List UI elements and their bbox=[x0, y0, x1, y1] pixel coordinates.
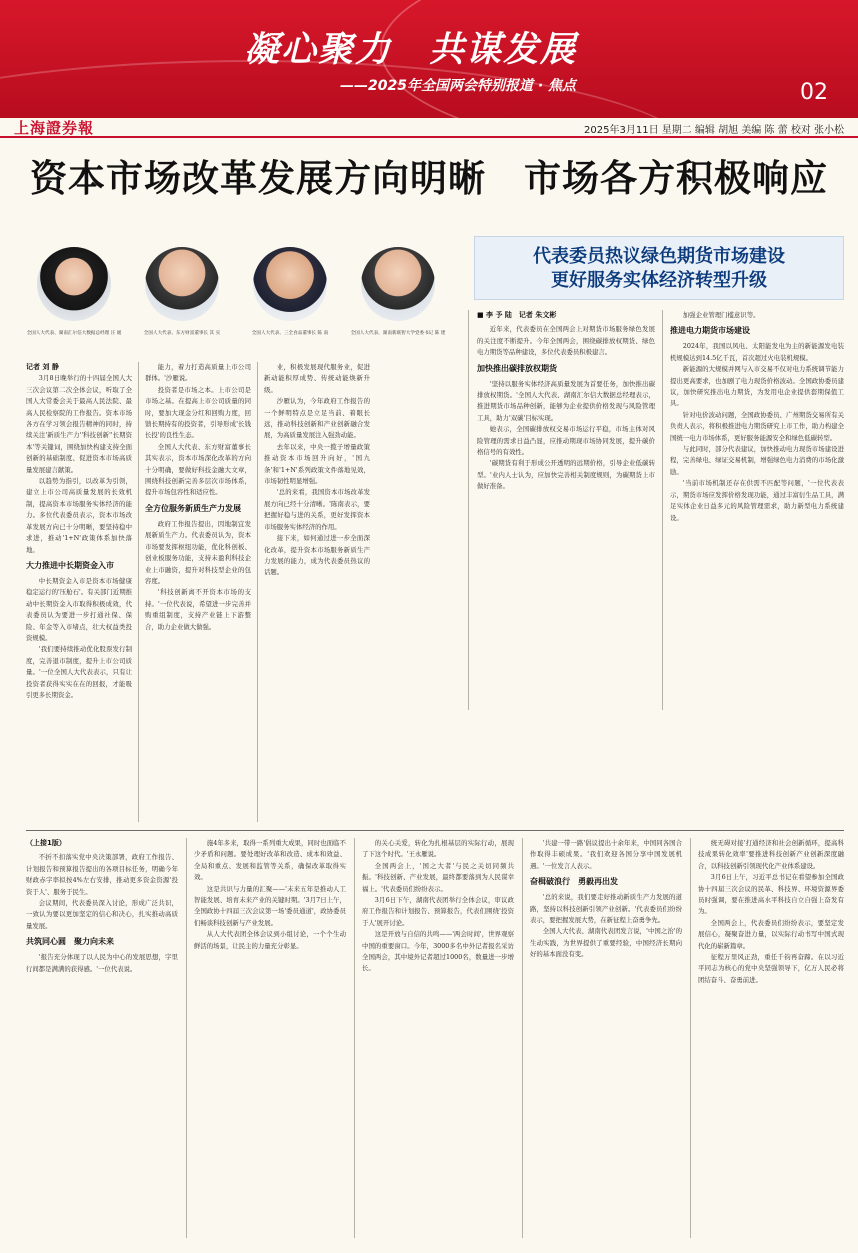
article-column bbox=[264, 362, 370, 822]
newspaper-logo: 上海證券報 bbox=[14, 119, 95, 137]
paragraph: 中长期资金入市是资本市场健康稳定运行的'压舱石'。有关部门近期推动中长期资金入市取得积极成效，代表委员认为要进一步打通社保、保险、年金等入市堵点，壮大权益类投资规模。 bbox=[26, 576, 132, 642]
banner-slogan: 凝心聚力 共谋发展 bbox=[244, 30, 578, 70]
paragraph: 这是开放与自信的共鸣——'两会时间'，世界观察中国的重要窗口。今年，3000多名中外记者报名采访全国两会，其中境外记者超过1000名，数量进一步增长。 bbox=[362, 930, 514, 973]
paragraph: 全国人大代表、东方财富董事长其实表示，资本市场深化改革的方向十分明确，要做好科技金融大文章，围绕科技创新完善多层次市场体系，提升市场包容性和适应性。 bbox=[145, 442, 251, 497]
article-column bbox=[26, 838, 178, 1238]
feature-title-line1: 代表委员热议绿色期货市场建设 bbox=[533, 246, 785, 267]
continued-marker: （上接1版） bbox=[26, 839, 66, 847]
paragraph: 3月6日上午，习近平总书记在看望参加全国政协十四届三次会议的民革、科技界、环境资源界委员时强调，要在推进高水平科技自立自强上奋发有为。 bbox=[698, 873, 844, 916]
paragraph: 新能源的大规模并网与入市交易不仅对电力系统调节能力提出更高要求，也加剧了电力现货价格波动。全国政协委员建议，加快研究推出电力期货，为发用电企业提供套期保值工具。 bbox=[670, 365, 844, 408]
article-column bbox=[26, 362, 132, 822]
paragraph: 接下来，如何通过进一步全面深化改革，提升资本市场服务新质生产力发展的能力，成为代表委员热议的话题。 bbox=[264, 534, 370, 577]
column-divider bbox=[522, 838, 523, 1238]
photo-caption: 全国人大代表、三全食品董事长 陈 南 bbox=[251, 331, 329, 336]
photo-caption: 全国人大代表、湖南新联智大学党委书记 陈 建 bbox=[350, 331, 446, 336]
paragraph: 从人大代表团全体会议到小组讨论，一个个生动鲜活的场景，让民主的力量充分彰显。 bbox=[194, 930, 346, 950]
paragraph: 征程万里风正劲，重任千钧再奋蹄。在以习近平同志为核心的党中央坚强领导下，亿万人民必将团结奋斗、奋勇前进。 bbox=[698, 953, 844, 984]
delegate-photo bbox=[350, 247, 446, 337]
section-heading: 全方位服务新质生产力发展 bbox=[145, 503, 241, 513]
article-column bbox=[194, 838, 346, 1238]
column-divider bbox=[138, 362, 139, 822]
feature-title-line2: 更好服务实体经济转型升级 bbox=[551, 270, 767, 291]
column-divider bbox=[662, 310, 663, 710]
delegate-photo bbox=[242, 247, 338, 337]
portrait-image bbox=[37, 247, 111, 321]
paragraph: '我们要持续推动优化股票发行制度，完善退市制度，提升上市公司质量。'一位全国人大代表表示，只有让投资者获得实实在在的回报，才能吸引更多长期资金。 bbox=[26, 645, 132, 699]
column-divider bbox=[354, 838, 355, 1238]
paragraph: 统无碍对接'打通经济和社会创新循环，提高科技成果转化效率'要推进科技创新产业创新深度融合，以科技创新引领现代化产业体系建设。 bbox=[698, 839, 844, 870]
paragraph: '科技创新离不开资本市场的支持。'一位代表说，希望进一步完善并购重组制度，支持产业链上下游整合，助力企业做大做强。 bbox=[145, 588, 251, 631]
page-number: 02 bbox=[800, 80, 828, 105]
paragraph: '报告充分体现了以人民为中心的发展思想，字里行间都是满满的获得感。'一位代表说。 bbox=[26, 953, 178, 973]
section-heading: 共筑同心圆 聚力向未来 bbox=[26, 937, 114, 947]
paragraph: 投资者是市场之本。上市公司是市场之基。在提高上市公司质量的同时，要加大现金分红和回购力度，回馈长期持有的投资者，引导形成'长钱长投'的良性生态。 bbox=[145, 385, 251, 440]
portrait-image bbox=[361, 247, 435, 321]
paragraph: 2024年，我国以风电、太阳能发电为主的新能源发电装机规模达到14.5亿千瓦，首次超过火电装机规模。 bbox=[670, 342, 844, 362]
column-divider bbox=[468, 310, 469, 710]
section-heading: 奋楫破浪行 勇毅再出发 bbox=[530, 877, 618, 887]
section-divider bbox=[26, 830, 844, 831]
photo-caption: 全国人大代表、湖南汇尔信大数据总经理 汪 媛 bbox=[26, 331, 122, 336]
paragraph: 全国两会上，'国之大者'与民之关切同频共振。'科技创新、产业发展，最终都要落到为人民谋幸福上。'代表委员们纷纷表示。 bbox=[362, 861, 514, 893]
column-divider bbox=[257, 362, 258, 822]
paragraph: '总的来说，我们要走好推动新质生产力发展的道路，坚持以科技创新引领产业创新。'代表委员们纷纷表示，要把握发展大势，在新征程上奋勇争先。 bbox=[530, 893, 682, 925]
paragraph: 沙雁认为，今年政府工作报告的一个鲜明特点是立足当前、着眼长远，推动科技创新和产业创新融合发展，为高质量发展注入强劲动能。 bbox=[264, 397, 370, 440]
paragraph: 业，积极发展现代服务业，促进新动能积厚成势、传统动能焕新升级。 bbox=[264, 363, 370, 394]
masthead-banner bbox=[0, 0, 858, 118]
paragraph: 3月6日下午，湖南代表团举行全体会议，审议政府工作报告和计划报告、预算报告，代表们围绕'投资于人'展开讨论。 bbox=[362, 896, 514, 927]
article-column bbox=[145, 362, 251, 822]
paragraph: '坚持以服务实体经济高质量发展为首要任务，加快推出碳排放权期货。'全国人大代表、湖南汇尔信大数据总经理表示，推进期货市场品种创新，能够为企业提供价格发现与风险管理工具，助力'双碳'目标实现。 bbox=[477, 379, 655, 422]
article-column bbox=[698, 838, 844, 1238]
byline: ■ 李 予 陆 记者 朱文彬 bbox=[477, 311, 557, 319]
article-column bbox=[670, 310, 844, 710]
paragraph: 近年来，代表委员在全国两会上对期货市场服务绿色发展的关注度不断提升。今年全国两会，围绕碳排放权期货、绿色电力期货等品种建设，多位代表委员积极建言。 bbox=[477, 325, 655, 357]
article-column bbox=[477, 310, 655, 710]
byline: 记者 刘 静 bbox=[26, 363, 59, 371]
paragraph: '共建一带一路'倡议提出十余年来，中国同各国合作取得丰硕成果。'我们欢迎各国分享中国发展机遇。'一位发言人表示。 bbox=[530, 839, 682, 870]
section-heading: 加快推出碳排放权期货 bbox=[477, 363, 557, 373]
section-heading: 推进电力期货市场建设 bbox=[670, 326, 750, 336]
paragraph: 施4年多来，取得一系列重大成果，同时也面临不少矛盾和问题。要处理好改革和改造、成本和效益、全局和重点、发展和监管等关系，确保改革取得实效。 bbox=[194, 839, 346, 882]
paragraph: 这是共识与力量的汇聚——'未来五年是推动人工智能发展、培育未来产业的关键时期。'3月7日上午，全国政协十四届三次会议第一场'委员通道'，政协委员们畅谈科技创新与产业发展。 bbox=[194, 884, 346, 927]
column-divider bbox=[690, 838, 691, 1238]
delegate-photo bbox=[26, 247, 122, 337]
paragraph: 她表示，全国碳排放权交易市场运行平稳，市场主体对风险管理的需求日益凸显，应推动期现市场协同发展，提升碳价格信号的有效性。 bbox=[477, 425, 655, 457]
paragraph: '当前市场机制还存在供需不匹配等问题，'一位代表表示，期货市场应发挥价格发现功能，通过丰富衍生品工具，满足实体企业日益多元的风险管理需求，助力新型电力系统建设。 bbox=[670, 479, 844, 522]
paragraph: 不折不扣落实党中央决策部署，政府工作报告、计划报告和预算报告提出的各项目标任务，明确今年财政赤字率拟按4%左右安排，推动更多资金资源'投资于人'、服务于民生。 bbox=[26, 853, 178, 896]
delegate-photo bbox=[134, 247, 230, 337]
paragraph: 全国人大代表、湖南代表团发言说，'中国之治'的生动实践，为世界提供了重要经验，中国经济长期向好的基本面没有变。 bbox=[530, 927, 682, 959]
paragraph: 的关心关爱，转化为扎根基层的实际行动，展现了下这个时代。'王永雁说。 bbox=[362, 839, 514, 859]
paragraph: 会议期间，代表委员深入讨论，形成广泛共识，一致认为要以更加坚定的信心和决心，扎实推动高质量发展。 bbox=[26, 899, 178, 930]
article-column bbox=[530, 838, 682, 1238]
paragraph: 政府工作报告提出，因地制宜发展新质生产力。代表委员认为，资本市场要发挥枢纽功能，优化科创板、创业板服务功能，支持未盈利科技企业上市融资，提升对科技型企业的包容度。 bbox=[145, 519, 251, 585]
paragraph: 以趋势为指引，以改革为引领，建立上市公司高质量发展的长效机制，提高资本市场服务实体经济的能力。多位代表委员表示，资本市场改革发展方向已十分明晰，要坚持稳中求进，推动'1+N'政策体系加快落地。 bbox=[26, 477, 132, 554]
feature-title-box bbox=[474, 236, 844, 300]
paragraph: 加强企业管理门槛意识等。 bbox=[682, 311, 760, 319]
column-divider bbox=[186, 838, 187, 1238]
info-bar bbox=[0, 118, 858, 138]
photo-caption: 全国人大代表、东方财富董事长 其 实 bbox=[143, 331, 221, 336]
date-line: 2025年3月11日 星期二 编辑 胡旭 美编 陈 蕾 校对 张小松 bbox=[584, 125, 844, 136]
section-heading: 大力推进中长期资金入市 bbox=[26, 560, 114, 570]
paragraph: 与此同时，部分代表建议，加快推动电力现货市场建设进程，完善绿电、绿证交易机制，增强绿色电力消费的市场化激励。 bbox=[670, 445, 844, 476]
paragraph: 全国两会上，代表委员们纷纷表示，要坚定发展信心，凝聚奋进力量，以实际行动书写中国式现代化的崭新篇章。 bbox=[698, 918, 844, 950]
paragraph: '总的来看，我国资本市场改革发展方向已经十分清晰。'陈南表示，要把握好稳与进的关系，更好发挥资本市场服务实体经济的作用。 bbox=[264, 488, 370, 531]
paragraph: '碳期货有利于形成公开透明的远期价格，引导企业低碳转型。'业内人士认为，应加快完善相关制度规则，为碳期货上市做好准备。 bbox=[477, 459, 655, 491]
article-column bbox=[362, 838, 514, 1238]
banner-subtitle: ——2025年全国两会特别报道 · 焦点 bbox=[340, 78, 577, 94]
paragraph: 去年以来，中央一揽子增量政策推动资本市场回升向好，'国九条'和'1+N'系列政策文件落地见效，市场韧性明显增强。 bbox=[264, 442, 370, 486]
delegate-photos bbox=[26, 247, 446, 347]
paragraph: 针对电价波动问题，全国政协委员、广州期货交易所有关负责人表示，将积极推进电力期货研究上市工作，助力构建全国统一电力市场体系，更好服务能源安全和绿色低碳转型。 bbox=[670, 410, 844, 442]
paragraph: 3月8日晚举行的十四届全国人大三次会议第二次全体会议，听取了全国人大常委会关于最高人民法院、最高人民检察院的工作报告。资本市场各方在学习领会报告精神的同时，持续关注'新质生产力''科技创新''长期资本'等关键词，围绕加快构建支持全面创新的基础制度、促进资本市场高质量发展建言献策。 bbox=[26, 374, 132, 474]
paragraph: 能力，着力打造高质量上市公司群体。'沙雁说。 bbox=[145, 363, 251, 383]
portrait-image bbox=[253, 247, 327, 321]
page-headline: 资本市场改革发展方向明晰 市场各方积极响应 bbox=[30, 157, 828, 200]
portrait-image bbox=[145, 247, 219, 321]
